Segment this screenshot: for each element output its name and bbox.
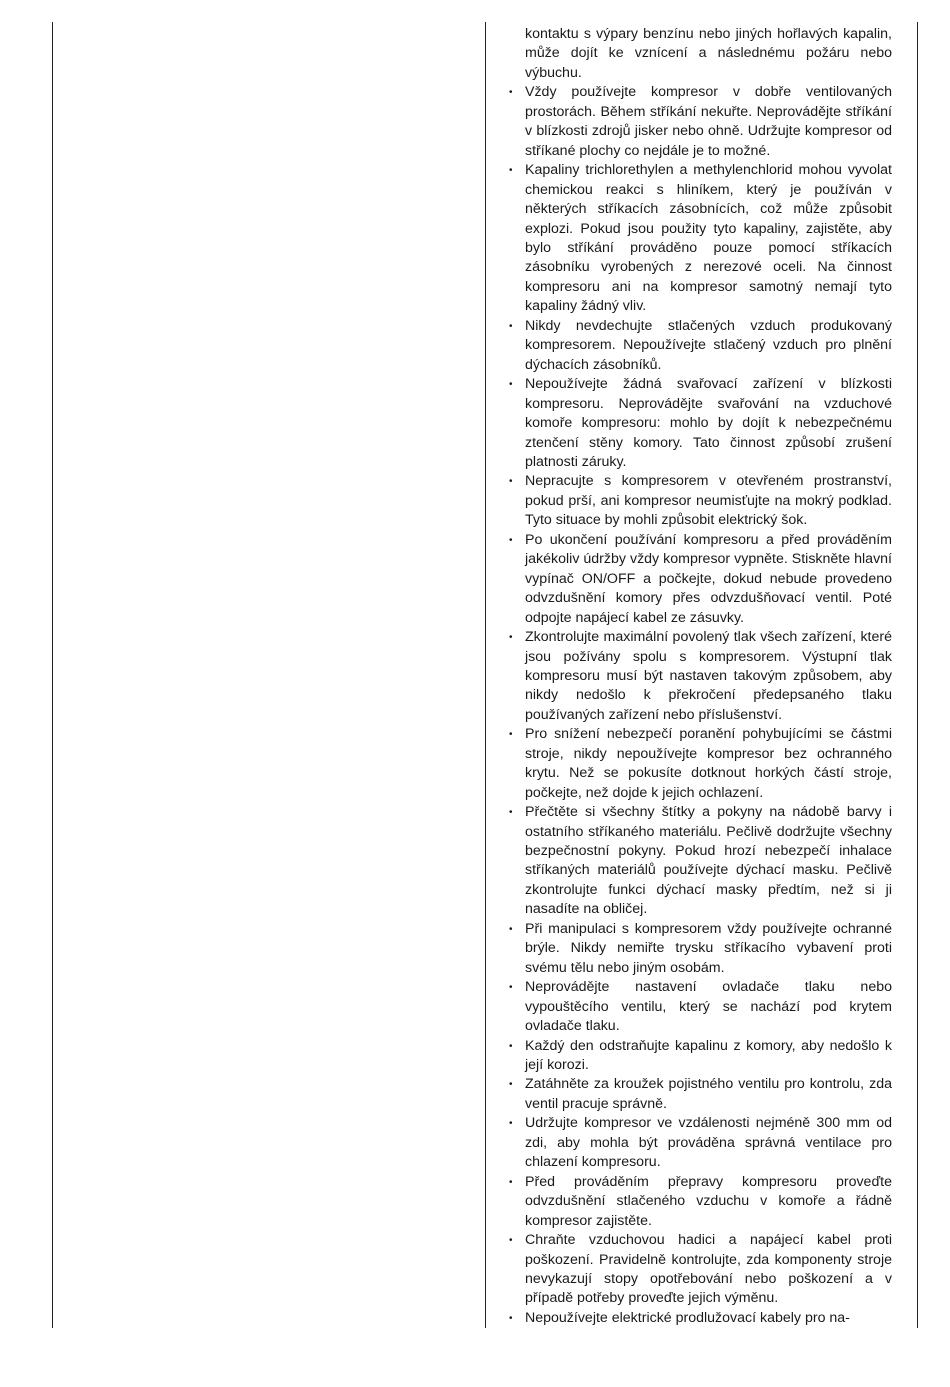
middle-column-rule [485,22,486,1328]
right-column-rule [917,22,918,1328]
bullet-item: • Chraňte vzduchovou hadici a napájecí kabel proti poškození. Pravidelně kontrolujte, zda komponenty stroje nevykazují stopy opotřebování nebo poškození a v případě potřeby proveďte jejich výměnu. [508,1231,892,1309]
safety-instructions-column [508,25,892,1328]
bullet-item: • Po ukončení používání kompresoru a před prováděním jakékoliv údržby vždy kompresor vypněte. Stiskněte hlavní vypínač ON/OFF a počkejte, dokud nebude provedeno odvzdušnění komory přes odvzdušňovací ventil. Poté odpojte napájecí kabel ze zásuvky. [508,531,892,628]
bullet-item: • Před prováděním přepravy kompresoru proveďte odvzdušnění stlačeného vzduchu v komoře a řádně kompresor zajistěte. [508,1173,892,1231]
bullet-item: • Kapaliny trichlorethylen a methylenchlorid mohou vyvolat chemickou reakci s hliníkem, který je používán v některých stříkacích zásobnících, což může způsobit explozi. Pokud jsou použity tyto kapaliny, zajistěte, aby bylo stříkání prováděno pouze pomocí stříkacích zásobníku vyrobených z nerezové oceli. Na činnost kompresoru ani na kompresor samotný nemají tyto kapaliny žádný vliv. [508,161,892,317]
bullet-item: • Při manipulaci s kompresorem vždy používejte ochranné brýle. Nikdy nemiřte trysku stříkacího vybavení proti svému tělu nebo jiným osobám. [508,920,892,978]
safety-bullet-list [508,83,892,1328]
bullet-item: • Nikdy nevdechujte stlačených vzduch produkovaný kompresorem. Nepoužívejte stlačený vzduch pro plnění dýchacích zásobníků. [508,317,892,375]
bullet-item: • Zatáhněte za kroužek pojistného ventilu pro kontrolu, zda ventil pracuje správně. [508,1075,892,1114]
bullet-item: • Nepoužívejte elektrické prodlužovací kabely pro na- [508,1309,892,1328]
left-column-rule [52,22,53,1328]
bullet-item: • Pro snížení nebezpečí poranění pohybujícími se částmi stroje, nikdy nepoužívejte kompresor bez ochranného krytu. Než se pokusíte dotknout horkých částí stroje, počkejte, než dojde k jejich ochlazení. [508,725,892,803]
bullet-item: • Udržujte kompresor ve vzdálenosti nejméně 300 mm od zdi, aby mohla být prováděna správná ventilace pro chlazení kompresoru. [508,1114,892,1172]
bullet-item: • Nepoužívejte žádná svařovací zařízení v blízkosti kompresoru. Neprovádějte svařování na vzduchové komoře kompresoru: mohlo by dojít k nebezpečnému ztenčení stěny komory. Tato činnost způsobí zrušení platnosti záruky. [508,375,892,472]
bullet-item: • Nepracujte s kompresorem v otevřeném prostranství, pokud prší, ani kompresor neumisťujte na mokrý podklad. Tyto situace by mohli způsobit elektrický šok. [508,472,892,530]
bullet-item: • Přečtěte si všechny štítky a pokyny na nádobě barvy i ostatního stříkaného materiálu. Pečlivě dodržujte všechny bezpečnostní pokyny. Pokud hrozí nebezpečí inhalace stříkaných materiálů používejte dýchací masku. Pečlivě zkontrolujte funkci dýchací masky předtím, než si ji nasadíte na obličej. [508,803,892,920]
continuation-paragraph: kontaktu s výpary benzínu nebo jiných hořlavých kapalin, může dojít ke vznícení a následnému požáru nebo výbuchu. [525,26,892,81]
bullet-item: • Zkontrolujte maximální povolený tlak všech zařízení, které jsou požívány spolu s kompresorem. Výstupní tlak kompresoru musí být nastaven takovým způsobem, aby nikdy nedošlo k překročení předepsaného tlaku používaných zařízení nebo příslušenství. [508,628,892,725]
bullet-item: • Neprovádějte nastavení ovladače tlaku nebo vypouštěcího ventilu, který se nachází pod krytem ovladače tlaku. [508,978,892,1036]
bullet-item: • Každý den odstraňujte kapalinu z komory, aby nedošlo k její korozi. [508,1037,892,1076]
bullet-item: • Vždy používejte kompresor v dobře ventilovaných prostorách. Během stříkání nekuřte. Neprovádějte stříkání v blízkosti zdrojů jisker nebo ohně. Udržujte kompresor od stříkané plochy co nejdále je to možné. [508,83,892,161]
